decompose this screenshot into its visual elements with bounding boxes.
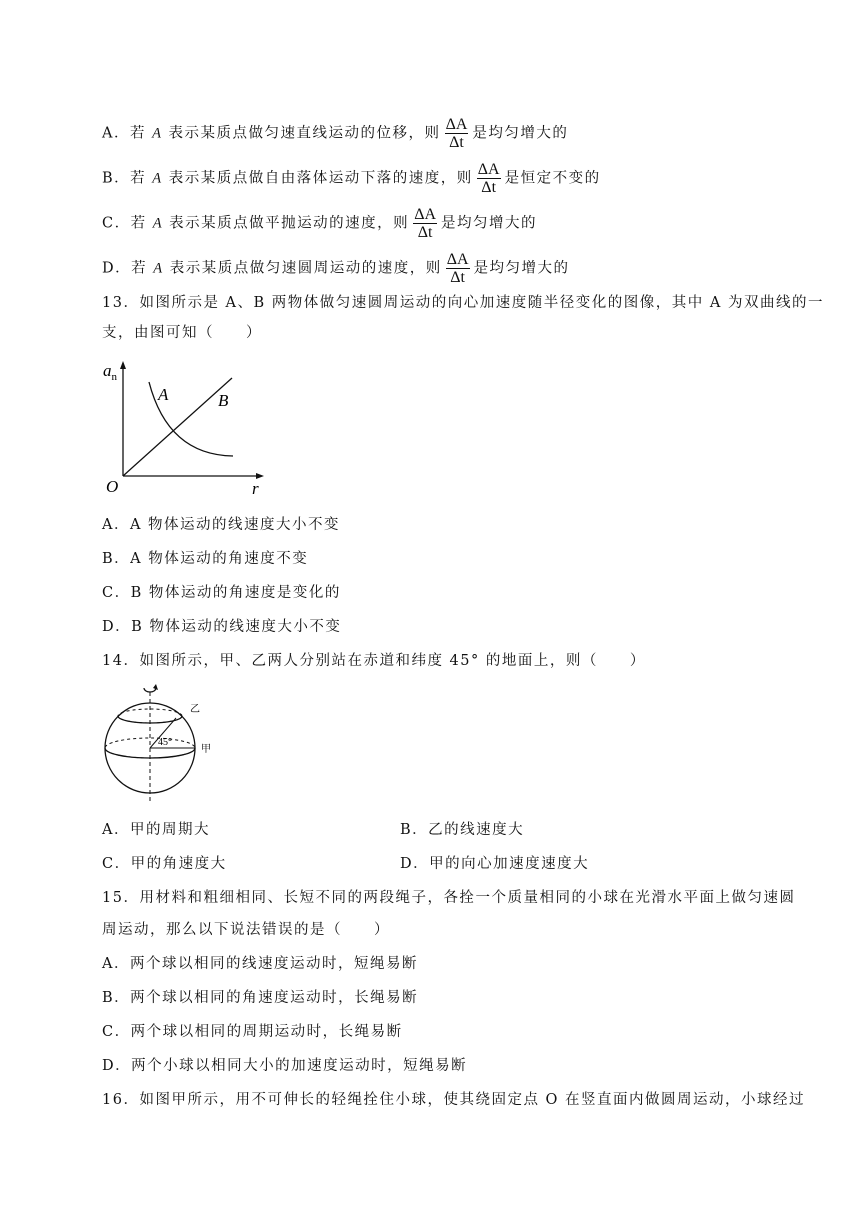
q14-option-b: B．乙的线速度大 [400, 822, 525, 838]
fraction: $\frac{\Delta A}{\Delta t}$ [414, 206, 437, 241]
q13-option-a: A．A 物体运动的线速度大小不变 [102, 517, 341, 533]
fraction: $\frac{\Delta A}{\Delta t}$ [477, 161, 500, 196]
rotation-arrow-icon [144, 688, 156, 692]
q15-option-c: C．两个球以相同的周期运动时，长绳易断 [102, 1024, 403, 1040]
fraction: $\frac{\Delta A}{\Delta t}$ [446, 251, 469, 286]
yi-label: 乙 [190, 704, 200, 715]
q13-option-c: C．B 物体运动的角速度是变化的 [102, 585, 341, 601]
q14-earth-figure [100, 682, 230, 804]
q13-option-d: D．B 物体运动的线速度大小不变 [102, 619, 342, 635]
q15-option-b: B．两个球以相同的角速度运动时，长绳易断 [102, 990, 419, 1006]
y-axis-label: $a_n$ [103, 361, 117, 383]
q13-stem-line2: 支，由图可知（ ） [102, 325, 262, 341]
q14-option-d: D．甲的向心加速度速度大 [400, 856, 590, 872]
q15-option-a: A．两个球以相同的线速度运动时，短绳易断 [102, 956, 418, 972]
line-b-label: B [218, 391, 229, 410]
q12-option-a: A．若 A 表示某质点做匀速直线运动的位移，则 $\frac{\Delta A}{\Delta t}$ 是均匀增大的 [102, 116, 569, 151]
q15-option-d: D．两个小球以相同大小的加速度运动时，短绳易断 [102, 1058, 468, 1074]
q13-graph [100, 358, 270, 498]
q14-option-c: C．甲的角速度大 [102, 856, 227, 872]
jia-label: 甲 [201, 744, 211, 755]
q12-option-d: D．若 A 表示某质点做匀速圆周运动的速度，则 $\frac{\Delta A}{\Delta t}$ 是均匀增大的 [102, 251, 570, 286]
q13-option-b: B．A 物体运动的角速度不变 [102, 551, 309, 567]
angle-label: 45° [158, 737, 172, 748]
y-axis-arrow [120, 361, 126, 369]
q14-option-a: A．甲的周期大 [102, 822, 210, 838]
curve-a-label: A [158, 385, 169, 404]
x-axis-label: r [252, 479, 259, 498]
q12-option-c: C．若 A 表示某质点做平抛运动的速度，则 $\frac{\Delta A}{\Delta t}$ 是均匀增大的 [102, 206, 538, 241]
q16-stem-line1: 16．如图甲所示，用不可伸长的轻绳拴住小球，使其绕固定点 O 在竖直面内做圆周运动，小球经过 [102, 1092, 806, 1108]
q14-stem: 14．如图所示，甲、乙两人分别站在赤道和纬度 45° 的地面上，则（ ） [102, 653, 646, 669]
origin-label: O [106, 477, 119, 496]
q12-option-b: B．若 A 表示某质点做自由落体运动下落的速度，则 $\frac{\Delta A}{\Delta t}$ 是恒定不变的 [102, 161, 601, 196]
q15-stem-line1: 15．用材料和粗细相同、长短不同的两段绳子，各拴一个质量相同的小球在光滑水平面上做匀速圆 [102, 890, 796, 906]
line-b [123, 378, 232, 476]
q13-stem-line1: 13．如图所示是 A、B 两物体做匀速圆周运动的向心加速度随半径变化的图像，其中 A 为双曲线的一 [102, 295, 824, 311]
q15-stem-line2: 周运动，那么以下说法错误的是（ ） [102, 922, 390, 938]
fraction: $\frac{\Delta A}{\Delta t}$ [445, 116, 468, 151]
